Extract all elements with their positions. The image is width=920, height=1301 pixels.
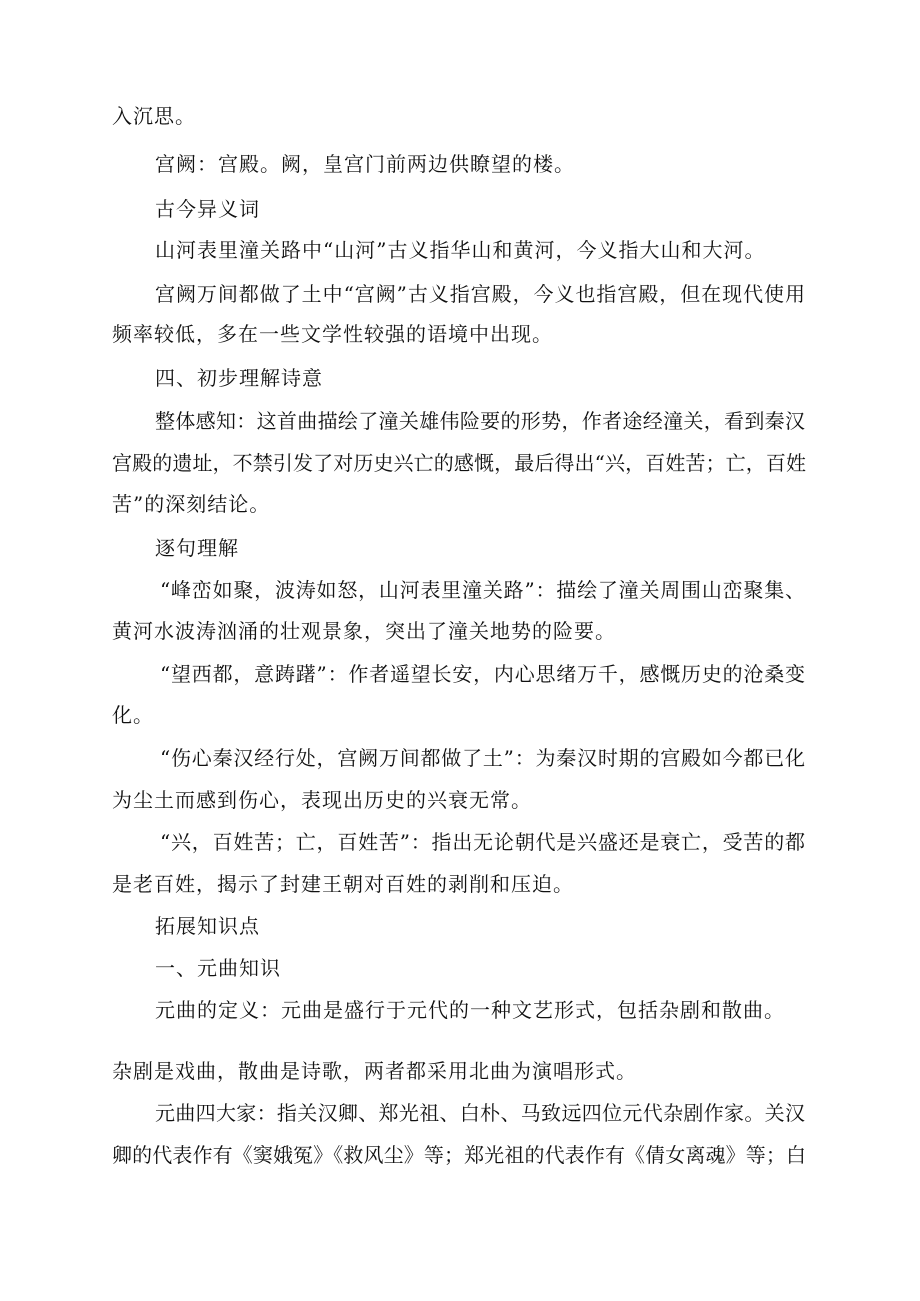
text-line: 为尘土而感到伤心，表现出历史的兴衰无常。 <box>112 788 532 812</box>
text-line: 元曲的定义：元曲是盛行于元代的一种文艺形式，包括杂剧和散曲。 <box>155 998 785 1022</box>
section-heading: 一、元曲知识 <box>155 956 281 980</box>
text-line: 宫阙：宫殿。阙，皇宫门前两边供瞭望的楼。 <box>155 152 575 176</box>
text-line: “兴，百姓苦；亡，百姓苦”：指出无论朝代是兴盛还是衰亡，受苦的都 <box>160 830 805 854</box>
text-line: 苦”的深刻结论。 <box>112 492 271 516</box>
text-line: “峰峦如聚，波涛如怒，山河表里潼关路”：描绘了潼关周围山峦聚集、 <box>160 578 805 602</box>
text-line: “伤心秦汉经行处，宫阙万间都做了土”：为秦汉时期的宫殿如今都已化 <box>160 746 805 770</box>
text-line: 是老百姓，揭示了封建王朝对百姓的剥削和压迫。 <box>112 872 574 896</box>
text-line: 宫阙万间都做了土中“宫阙”古义指宫殿，今义也指宫殿，但在现代使用 <box>155 282 805 306</box>
text-line: 卿的代表作有《窦娥冤》《救风尘》等；郑光祖的代表作有《倩女离魂》等；白 <box>112 1143 806 1167</box>
text-line: 整体感知：这首曲描绘了潼关雄伟险要的形势，作者途经潼关，看到秦汉 <box>155 409 805 433</box>
text-line: 宫殿的遗址，不禁引发了对历史兴亡的感慨，最后得出“兴，百姓苦；亡，百姓 <box>112 451 806 475</box>
text-line: 频率较低，多在一些文学性较强的语境中出现。 <box>112 322 553 346</box>
text-line: 山河表里潼关路中“山河”古义指华山和黄河，今义指大山和大河。 <box>155 238 766 262</box>
text-line: 元曲四大家：指关汉卿、郑光祖、白朴、马致远四位元代杂剧作家。关汉 <box>155 1101 805 1125</box>
text-line: 化。 <box>112 703 154 727</box>
section-heading: 古今异义词 <box>155 197 260 221</box>
text-line: 入沉思。 <box>112 104 196 128</box>
text-line: 杂剧是戏曲，散曲是诗歌，两者都采用北曲为演唱形式。 <box>112 1059 637 1083</box>
text-line: “望西都，意踌躇”：作者遥望长安，内心思绪万千，感慨历史的沧桑变 <box>160 662 805 686</box>
section-heading: 逐句理解 <box>155 536 239 560</box>
section-heading: 四、初步理解诗意 <box>155 366 323 390</box>
section-heading: 拓展知识点 <box>155 914 260 938</box>
text-line: 黄河水波涛汹涌的壮观景象，突出了潼关地势的险要。 <box>112 619 616 643</box>
